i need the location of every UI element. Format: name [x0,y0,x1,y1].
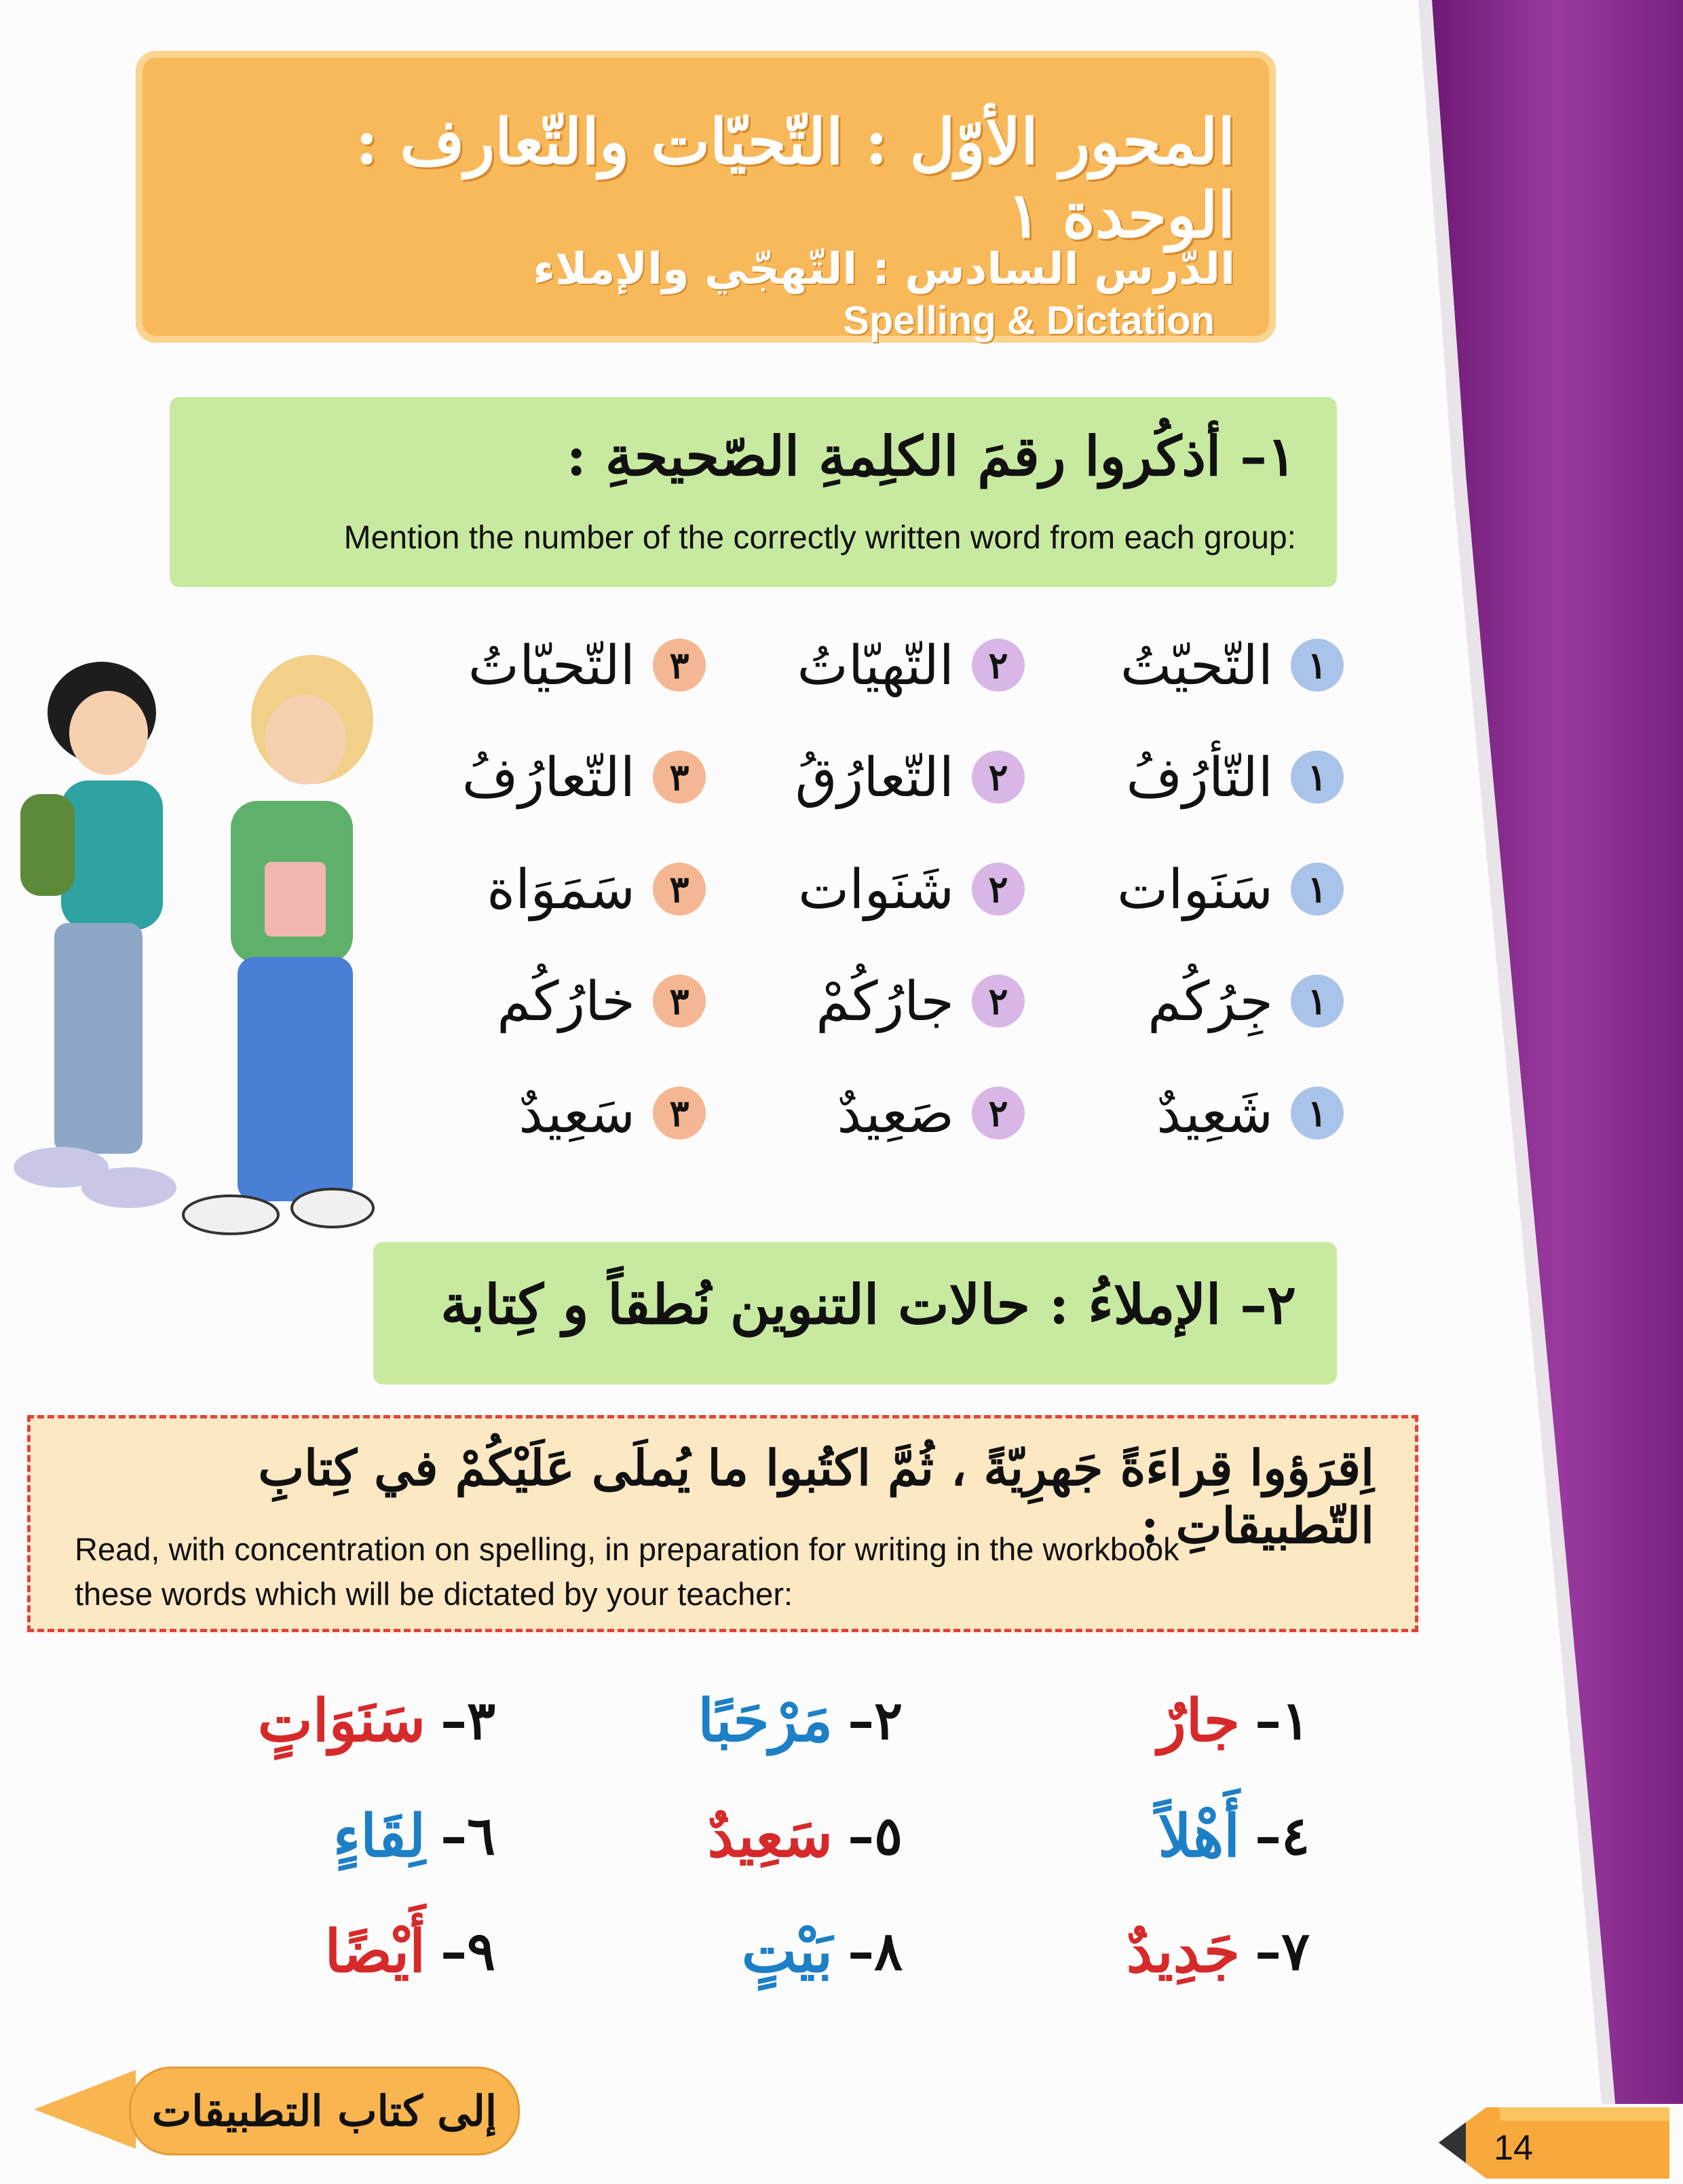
dictation-word: سَنَوَاتٍ [257,1686,426,1755]
number-badge: ١ [1291,639,1344,692]
number-badge: ٢ [972,639,1025,692]
word-text: التّأرُفُ [1126,745,1273,809]
number-badge: ١ [1291,1087,1344,1140]
word-text: التّحيّاتُ [468,633,635,697]
word-text: التّعارُفُ [461,745,635,809]
dictation-row [102,1670,1310,1771]
number-badge: ٣ [653,863,706,916]
word-text: خارُكُم [497,969,635,1033]
dictation-item [115,1670,495,1771]
exercise-2-title: ٢– الإملاءُ : حالات التنوين نُطقاً و كِتابة [440,1273,1296,1336]
number-badge: ٢ [972,975,1025,1028]
word-row [407,1072,1344,1154]
dictation-number: ٥– [848,1805,903,1867]
number-badge: ٣ [653,1087,706,1140]
dictation-word: لِقَاءٍ [333,1801,426,1870]
word-option [414,624,706,706]
number-badge: ٣ [653,639,706,692]
word-row [407,960,1344,1042]
dictation-number: ٢– [848,1689,903,1752]
number-badge: ٣ [653,975,706,1028]
word-row [407,736,1344,818]
dictation-number: ٩– [440,1920,495,1982]
word-option [733,1072,1025,1154]
lesson-subtitle-en: Spelling & Dictation [843,299,1215,343]
word-option [1052,960,1344,1042]
dictation-item [930,1900,1310,2002]
dictation-word: مَرْحَبًا [698,1686,833,1755]
word-text: جارُكُمْ [816,969,954,1033]
word-text: التّهيّاتُ [797,633,954,697]
number-badge: ٢ [972,1087,1025,1140]
left-arrow-icon [34,2070,136,2149]
word-option [414,1072,706,1154]
word-text: التّحيّتُ [1120,633,1273,697]
dictation-word: أَهْلاً [1158,1801,1241,1870]
word-option [1052,1072,1344,1154]
word-option [733,960,1025,1042]
dictation-item [930,1670,1310,1771]
word-text: سَعِيدٌ [518,1081,635,1145]
word-option [1052,624,1344,706]
dictation-item [523,1900,903,2002]
dictation-number: ٣– [440,1689,495,1752]
word-text: التّعارُقُ [795,745,954,809]
word-option [414,736,706,818]
word-option [733,736,1025,818]
dictation-word: أَيْضًا [324,1917,426,1986]
dictation-number: ٧– [1255,1920,1310,1982]
exercise-1-instruction: Mention the number of the correctly written word from each group: [343,520,1296,556]
word-option [414,960,706,1042]
dictation-word: جَدِيدٌ [1126,1917,1241,1986]
unit-title: المحور الأوّل : التّحيّات والتّعارف : الوحدة ١ [355,105,1235,252]
word-text: شَنَوات [797,857,954,921]
dictation-item [523,1670,903,1771]
students-illustration [0,652,380,1262]
word-text: سَمَوَاة [487,857,635,921]
dictation-number: ٨– [848,1920,903,1982]
dictation-word-list [102,1670,1310,2009]
dictation-row [102,1785,1310,1887]
word-option [1052,736,1344,818]
dictation-number: ٦– [440,1805,495,1867]
word-text: سَنَوات [1116,857,1273,921]
exercise-2-header [373,1242,1337,1385]
word-choice-grid [407,624,1344,1167]
instruction-en [75,1527,1364,1617]
dictation-item [115,1785,495,1887]
dictation-number: ٤– [1255,1805,1310,1867]
number-badge: ٢ [972,751,1025,804]
lesson-subtitle-ar: الدّرس السادس : التّهجّي والإملاء [533,244,1235,295]
instruction-en-line-1: Read, with concentration on spelling, in preparation for writing in the workbook [75,1531,1179,1567]
word-row [407,624,1344,706]
go-to-workbook-button[interactable]: إلى كتاب التطبيقات [129,2067,520,2155]
lesson-subtitle [176,244,1235,345]
word-text: صَعِيدٌ [837,1081,954,1145]
dictation-item [930,1785,1310,1887]
word-row [407,848,1344,930]
dictation-row [102,1900,1310,2002]
page-number: 14 [1494,2128,1533,2168]
word-option [414,848,706,930]
word-text: جِرُكُم [1148,969,1273,1033]
number-badge: ٢ [972,863,1025,916]
exercise-1-title: ١– أذكُروا رقمَ الكلِمةِ الصّحيحةِ : [566,424,1296,488]
unit-header-banner [136,51,1276,343]
number-badge: ١ [1291,975,1344,1028]
dictation-number: ١– [1255,1689,1310,1752]
word-text: شَعِيدٌ [1156,1081,1273,1145]
number-badge: ١ [1291,863,1344,916]
dictation-item [115,1900,495,2002]
dictation-item [523,1785,903,1887]
number-badge: ١ [1291,751,1344,804]
number-badge: ٣ [653,751,706,804]
instruction-en-line-2: these words which will be dictated by your teacher: [75,1576,793,1612]
dictation-word: سَعِيدٌ [707,1801,833,1870]
exercise-1-header [170,397,1337,587]
dictation-word: بَيْتٍ [741,1917,833,1986]
word-option [733,624,1025,706]
word-option [733,848,1025,930]
instruction-ar: اِقرَؤوا قِراءَةً جَهرِيّةً ، ثُمَّ اكتُبوا ما يُملَى عَلَيْكُمْ في كِتابِ التّطبيقاتِ : [258,1439,1374,1554]
word-option [1052,848,1344,930]
dictation-word: جارٌ [1158,1686,1241,1755]
dictation-instruction-box [27,1415,1418,1632]
